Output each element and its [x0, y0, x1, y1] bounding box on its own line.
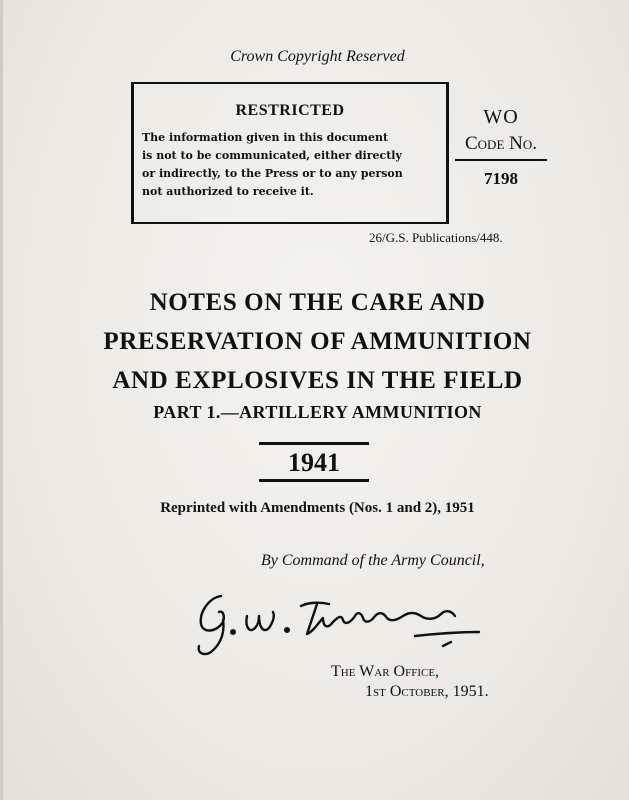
code-number: 7198 — [484, 169, 518, 188]
restricted-line: not authorized to receive it. — [142, 185, 314, 198]
publication-reference: 26/G.S. Publications/448. — [369, 230, 503, 245]
command-line: By Command of the Army Council, — [261, 552, 485, 569]
title-line: NOTES ON THE CARE AND — [149, 289, 486, 316]
document-title — [3, 283, 629, 400]
title-line: AND EXPLOSIVES IN THE FIELD — [112, 367, 523, 394]
year: 1941 — [259, 442, 369, 482]
signature — [183, 582, 503, 662]
office-date: 1st October, 1951. — [365, 683, 489, 700]
wo-code-block — [455, 106, 547, 189]
title-line: PRESERVATION OF AMMUNITION — [103, 328, 532, 355]
reprint-note: Reprinted with Amendments (Nos. 1 and 2), 1951 — [160, 500, 475, 516]
restricted-text — [142, 129, 442, 201]
restricted-line: is not to be communicated, either directly — [142, 149, 402, 162]
code-no-label: Code No. — [455, 133, 547, 161]
war-office-block — [331, 662, 489, 702]
restricted-title: RESTRICTED — [235, 102, 345, 119]
restricted-line: The information given in this document — [142, 131, 389, 144]
wo-label: WO — [483, 106, 519, 128]
office-name: The War Office, — [331, 663, 440, 680]
copyright-notice: Crown Copyright Reserved — [230, 48, 405, 65]
restricted-notice-box — [131, 82, 449, 224]
restricted-line: or indirectly, to the Press or to any person — [142, 167, 403, 180]
part-heading: PART 1.—ARTILLERY AMMUNITION — [153, 402, 482, 422]
